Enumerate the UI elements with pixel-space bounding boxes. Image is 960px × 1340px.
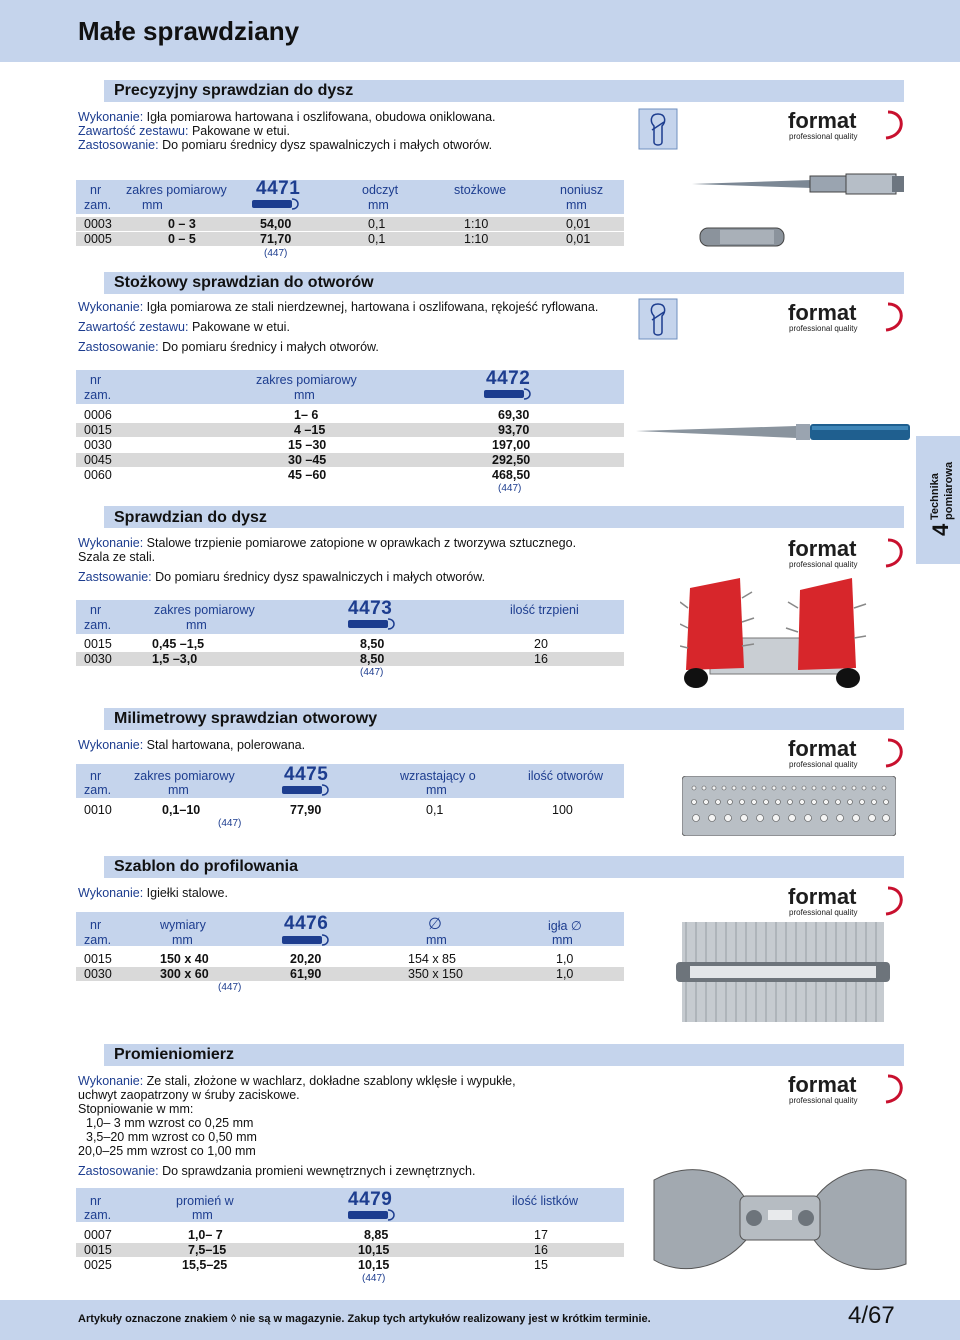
section-title-4475: Milimetrowy sprawdzian otworowy — [114, 710, 378, 727]
cell-nr: 0045 — [84, 453, 112, 467]
cell-range: 4 –15 — [294, 423, 326, 437]
cell-range: 0,45 –1,5 — [152, 637, 205, 651]
description-4476 — [78, 886, 638, 900]
col-reading: odczyt — [362, 183, 399, 197]
mini-format-logo — [484, 388, 532, 400]
col-nr: nr — [90, 183, 102, 197]
text-execution: Stal hartowana, polerowana. — [143, 738, 306, 752]
table-header-4473 — [76, 600, 624, 634]
label-execution: Wykonanie: — [78, 300, 144, 314]
svg-text:format: format — [788, 108, 857, 133]
col-needle-unit: mm — [552, 933, 573, 947]
reference-page: (447) — [498, 483, 522, 494]
format-logo — [788, 736, 908, 772]
drill-gauge-plate-image — [682, 776, 896, 836]
cell-diameter: 154 x 85 — [408, 952, 456, 966]
cell-pins: 16 — [534, 652, 548, 666]
cell-price: 20,20 — [290, 952, 322, 966]
col-needle: igła ∅ — [548, 919, 582, 933]
mini-format-logo — [348, 1209, 396, 1221]
format-logo — [788, 536, 908, 572]
col-increment-unit: mm — [426, 783, 447, 797]
table-row[interactable] — [76, 1228, 624, 1242]
label-execution: Wykonanie: — [78, 738, 144, 752]
cell-price: 77,90 — [290, 803, 322, 817]
text-execution: Igła pomiarowa hartowana i oszlifowana, obudowa oniklowana. — [143, 110, 496, 124]
cell-nr: 0030 — [84, 967, 112, 981]
cell-price: 8,50 — [360, 652, 385, 666]
cell-vernier: 0,01 — [566, 232, 591, 246]
table-row[interactable] — [76, 652, 624, 666]
section-title-4479: Promieniomierz — [114, 1046, 235, 1063]
cell-range: 0 – 3 — [168, 217, 196, 231]
page-number: 4/67 — [848, 1302, 895, 1329]
product-code-4475: 4475 — [284, 764, 329, 785]
col-zam: zam. — [84, 1208, 112, 1222]
col-taper: stożkowe — [454, 183, 507, 197]
table-row[interactable] — [76, 967, 624, 981]
product-code-4476: 4476 — [284, 913, 329, 934]
table-row[interactable] — [76, 453, 624, 467]
label-application: Zastosowanie: — [78, 138, 159, 152]
table-row[interactable] — [76, 468, 624, 482]
footer-note: Artykuły oznaczone znakiem ◊ nie są w magazynie. Zakup tych artykułów realizowany jest w krótkim terminie. — [78, 1313, 651, 1325]
label-application: Zastosowanie: — [78, 1164, 159, 1178]
table-header-4476 — [76, 912, 624, 946]
label-application: Zastosowanie: — [78, 340, 159, 354]
label-contents: Zawartość zestawu: — [78, 320, 189, 334]
description-4473 — [78, 536, 638, 584]
text-application: Do sprawdzania promieni wewnętrznych i zewnętrznych. — [158, 1164, 476, 1178]
cell-range: 0,1–10 — [162, 803, 201, 817]
text-application: Do pomiaru średnicy dysz spawalniczych i małych otworów. — [151, 570, 486, 584]
col-range: zakres pomiarowy — [256, 373, 357, 387]
svg-text:professional quality: professional quality — [789, 908, 858, 917]
svg-text:professional quality: professional quality — [789, 760, 858, 769]
svg-text:format: format — [788, 884, 857, 909]
cell-needle: 1,0 — [556, 967, 574, 981]
cell-nr: 0007 — [84, 1228, 112, 1242]
cell-nr: 0015 — [84, 952, 112, 966]
radius-gauge-image — [650, 1160, 910, 1280]
cell-dimensions: 300 x 60 — [160, 967, 209, 981]
text-execution: Ze stali, złożone w wachlarz, dokładne szablony wklęsłe i wypukłe, — [143, 1074, 516, 1088]
text-grading-step: 1,0– 3 mm wzrost co 0,25 mm — [86, 1116, 254, 1130]
taper-gauge-image — [636, 418, 916, 448]
cell-increment: 0,1 — [426, 803, 444, 817]
col-zam: zam. — [84, 198, 112, 212]
cell-radius: 7,5–15 — [188, 1243, 227, 1257]
section-title-4476: Szablon do profilowania — [114, 858, 298, 875]
label-application: Zastsowanie: — [78, 570, 152, 584]
storage-holder-icon — [638, 298, 678, 340]
table-row[interactable] — [76, 637, 624, 651]
svg-text:format: format — [788, 1072, 857, 1097]
col-holes: ilość otworów — [528, 769, 604, 783]
side-tab-line1: Technika — [929, 473, 941, 520]
col-diameter-unit: mm — [426, 933, 447, 947]
table-row[interactable] — [76, 217, 624, 231]
diameter-icon: ∅ — [428, 916, 442, 933]
page-title: Małe sprawdziany — [78, 16, 300, 46]
cell-range: 45 –60 — [288, 468, 327, 482]
text-execution: Igiełki stalowe. — [143, 886, 228, 900]
cell-vernier: 0,01 — [566, 217, 591, 231]
section-title-4471: Precyzyjny sprawdzian do dysz — [114, 82, 354, 99]
cell-reading: 0,1 — [368, 217, 386, 231]
storage-holder-icon — [638, 108, 678, 150]
col-range-unit: mm — [186, 618, 207, 632]
col-range: zakres pomiarowy — [154, 603, 255, 617]
svg-text:professional quality: professional quality — [789, 560, 858, 569]
format-logo — [788, 300, 908, 336]
col-zam: zam. — [84, 783, 112, 797]
mini-format-logo — [348, 618, 396, 630]
nozzle-gauge-image — [692, 172, 908, 252]
cell-taper: 1:10 — [464, 232, 489, 246]
cell-price: 197,00 — [492, 438, 531, 452]
profile-gauge-image — [676, 922, 890, 1022]
description-4475 — [78, 738, 638, 752]
cell-price: 10,15 — [358, 1258, 390, 1272]
svg-text:professional quality: professional quality — [789, 132, 858, 141]
col-zam: zam. — [84, 618, 112, 632]
side-tab[interactable] — [916, 436, 960, 564]
svg-text:format: format — [788, 300, 857, 325]
cell-nr: 0003 — [84, 217, 112, 231]
col-range-unit: mm — [142, 198, 163, 212]
reference-page: (447) — [362, 1273, 386, 1284]
svg-text:professional quality: professional quality — [789, 324, 858, 333]
col-radius: promień w — [176, 1194, 234, 1208]
col-dimensions-unit: mm — [172, 933, 193, 947]
cell-nr: 0015 — [84, 423, 112, 437]
svg-text:professional quality: professional quality — [789, 1096, 858, 1105]
cell-radius: 15,5–25 — [182, 1258, 228, 1272]
text-grading-step: 20,0–25 mm wzrost co 1,00 mm — [78, 1144, 256, 1158]
col-zam: zam. — [84, 933, 112, 947]
col-nr: nr — [90, 1194, 102, 1208]
col-nr: nr — [90, 918, 102, 932]
table-header-4475 — [76, 764, 624, 798]
reference-page: (447) — [264, 248, 288, 259]
table-row[interactable] — [76, 803, 624, 817]
table-row[interactable] — [76, 438, 624, 452]
mini-format-logo — [252, 198, 300, 210]
side-tab-line2: pomiarowa — [943, 461, 955, 520]
label-execution: Wykonanie: — [78, 110, 144, 124]
svg-text:format: format — [788, 536, 857, 561]
cell-needle: 1,0 — [556, 952, 574, 966]
format-logo — [788, 884, 908, 920]
label-execution: Wykonanie: — [78, 886, 144, 900]
cell-leaves: 16 — [534, 1243, 548, 1257]
cell-nr: 0030 — [84, 652, 112, 666]
cell-price: 54,00 — [260, 217, 292, 231]
col-range-unit: mm — [168, 783, 189, 797]
cell-dimensions: 150 x 40 — [160, 952, 209, 966]
cell-pins: 20 — [534, 637, 548, 651]
table-row[interactable] — [76, 1243, 624, 1257]
text-contents: Pakowane w etui. — [188, 320, 290, 334]
section-title-4472: Stożkowy sprawdzian do otworów — [114, 274, 374, 291]
col-leaves: ilość listków — [512, 1194, 578, 1208]
cell-nr: 0005 — [84, 232, 112, 246]
table-row[interactable] — [76, 423, 624, 437]
format-logo — [788, 108, 908, 144]
nozzle-gauge-set-image — [680, 578, 870, 698]
cell-price: 8,85 — [364, 1228, 389, 1242]
label-contents: Zawartość zestawu: — [78, 124, 189, 138]
cell-nr: 0025 — [84, 1258, 112, 1272]
cell-price: 8,50 — [360, 637, 385, 651]
reference-page: (447) — [360, 667, 384, 678]
cell-price: 61,90 — [290, 967, 322, 981]
col-dimensions: wymiary — [160, 918, 206, 932]
table-row[interactable] — [76, 232, 624, 246]
mini-format-logo — [282, 784, 330, 796]
cell-nr: 0015 — [84, 1243, 112, 1257]
cell-reading: 0,1 — [368, 232, 386, 246]
cell-price: 292,50 — [492, 453, 531, 467]
col-nr: nr — [90, 769, 102, 783]
table-header-4472 — [76, 370, 624, 404]
col-radius-unit: mm — [192, 1208, 213, 1222]
cell-holes: 100 — [552, 803, 573, 817]
cell-price: 71,70 — [260, 232, 292, 246]
col-nr: nr — [90, 603, 102, 617]
table-row[interactable] — [76, 1258, 624, 1272]
cell-nr: 0060 — [84, 468, 112, 482]
text-application: Do pomiaru średnicy dysz spawalniczych i małych otworów. — [158, 138, 493, 152]
col-vernier: noniusz — [560, 183, 604, 197]
cell-price: 468,50 — [492, 468, 531, 482]
cell-taper: 1:10 — [464, 217, 489, 231]
reference-page: (447) — [218, 982, 242, 993]
text-grading: Stopniowanie w mm: — [78, 1102, 194, 1116]
cell-leaves: 15 — [534, 1258, 548, 1272]
cell-range: 15 –30 — [288, 438, 327, 452]
col-zam: zam. — [84, 388, 112, 402]
section-title-4473: Sprawdzian do dysz — [114, 509, 267, 526]
col-range: zakres pomiarowy — [134, 769, 235, 783]
col-reading-unit: mm — [368, 198, 389, 212]
col-vernier-unit: mm — [566, 198, 587, 212]
table-row[interactable] — [76, 408, 624, 422]
description-4472 — [78, 300, 638, 354]
label-execution: Wykonanie: — [78, 1074, 144, 1088]
cell-nr: 0015 — [84, 637, 112, 651]
cell-radius: 1,0– 7 — [188, 1228, 223, 1242]
mini-format-logo — [282, 934, 330, 946]
cell-nr: 0030 — [84, 438, 112, 452]
col-nr: nr — [90, 373, 102, 387]
cell-price: 93,70 — [498, 423, 530, 437]
text-execution: Stalowe trzpienie pomiarowe zatopione w oprawkach z tworzywa sztucznego. — [143, 536, 577, 550]
cell-nr: 0010 — [84, 803, 112, 817]
cell-range: 30 –45 — [288, 453, 327, 467]
col-range-unit: mm — [294, 388, 315, 402]
cell-leaves: 17 — [534, 1228, 548, 1242]
cell-range: 1,5 –3,0 — [152, 652, 198, 666]
text-execution: Igła pomiarowa ze stali nierdzewnej, hartowana i oszlifowana, rękojeść ryflowana. — [143, 300, 599, 314]
cell-diameter: 350 x 150 — [408, 967, 463, 981]
description-4479 — [78, 1074, 638, 1178]
table-header-4471 — [76, 180, 624, 214]
table-row[interactable] — [76, 952, 624, 966]
text-execution-2: uchwyt zaopatrzony w śruby zaciskowe. — [78, 1088, 300, 1102]
col-range: zakres pomiarowy — [126, 183, 227, 197]
description-4471 — [78, 110, 638, 152]
label-execution: Wykonanie: — [78, 536, 144, 550]
cell-range: 0 – 5 — [168, 232, 196, 246]
col-increment: wzrastający o — [400, 769, 476, 783]
side-tab-label — [916, 436, 960, 564]
text-grading-step: 3,5–20 mm wzrost co 0,50 mm — [86, 1130, 257, 1144]
product-code-4471: 4471 — [256, 178, 301, 199]
side-tab-number: 4 — [928, 523, 953, 536]
cell-range: 1– 6 — [294, 408, 319, 422]
cell-nr: 0006 — [84, 408, 112, 422]
cell-price: 10,15 — [358, 1243, 390, 1257]
cell-price: 69,30 — [498, 408, 530, 422]
svg-text:format: format — [788, 736, 857, 761]
product-code-4479: 4479 — [348, 1189, 393, 1210]
text-application: Do pomiaru średnicy i małych otworów. — [158, 340, 379, 354]
format-logo — [788, 1072, 908, 1108]
col-pins: ilość trzpieni — [510, 603, 579, 617]
table-header-4479 — [76, 1188, 624, 1222]
reference-page: (447) — [218, 818, 242, 829]
text-execution-2: Szala ze stali. — [78, 550, 156, 564]
text-contents: Pakowane w etui. — [188, 124, 290, 138]
product-code-4473: 4473 — [348, 598, 393, 619]
product-code-4472: 4472 — [486, 368, 531, 389]
